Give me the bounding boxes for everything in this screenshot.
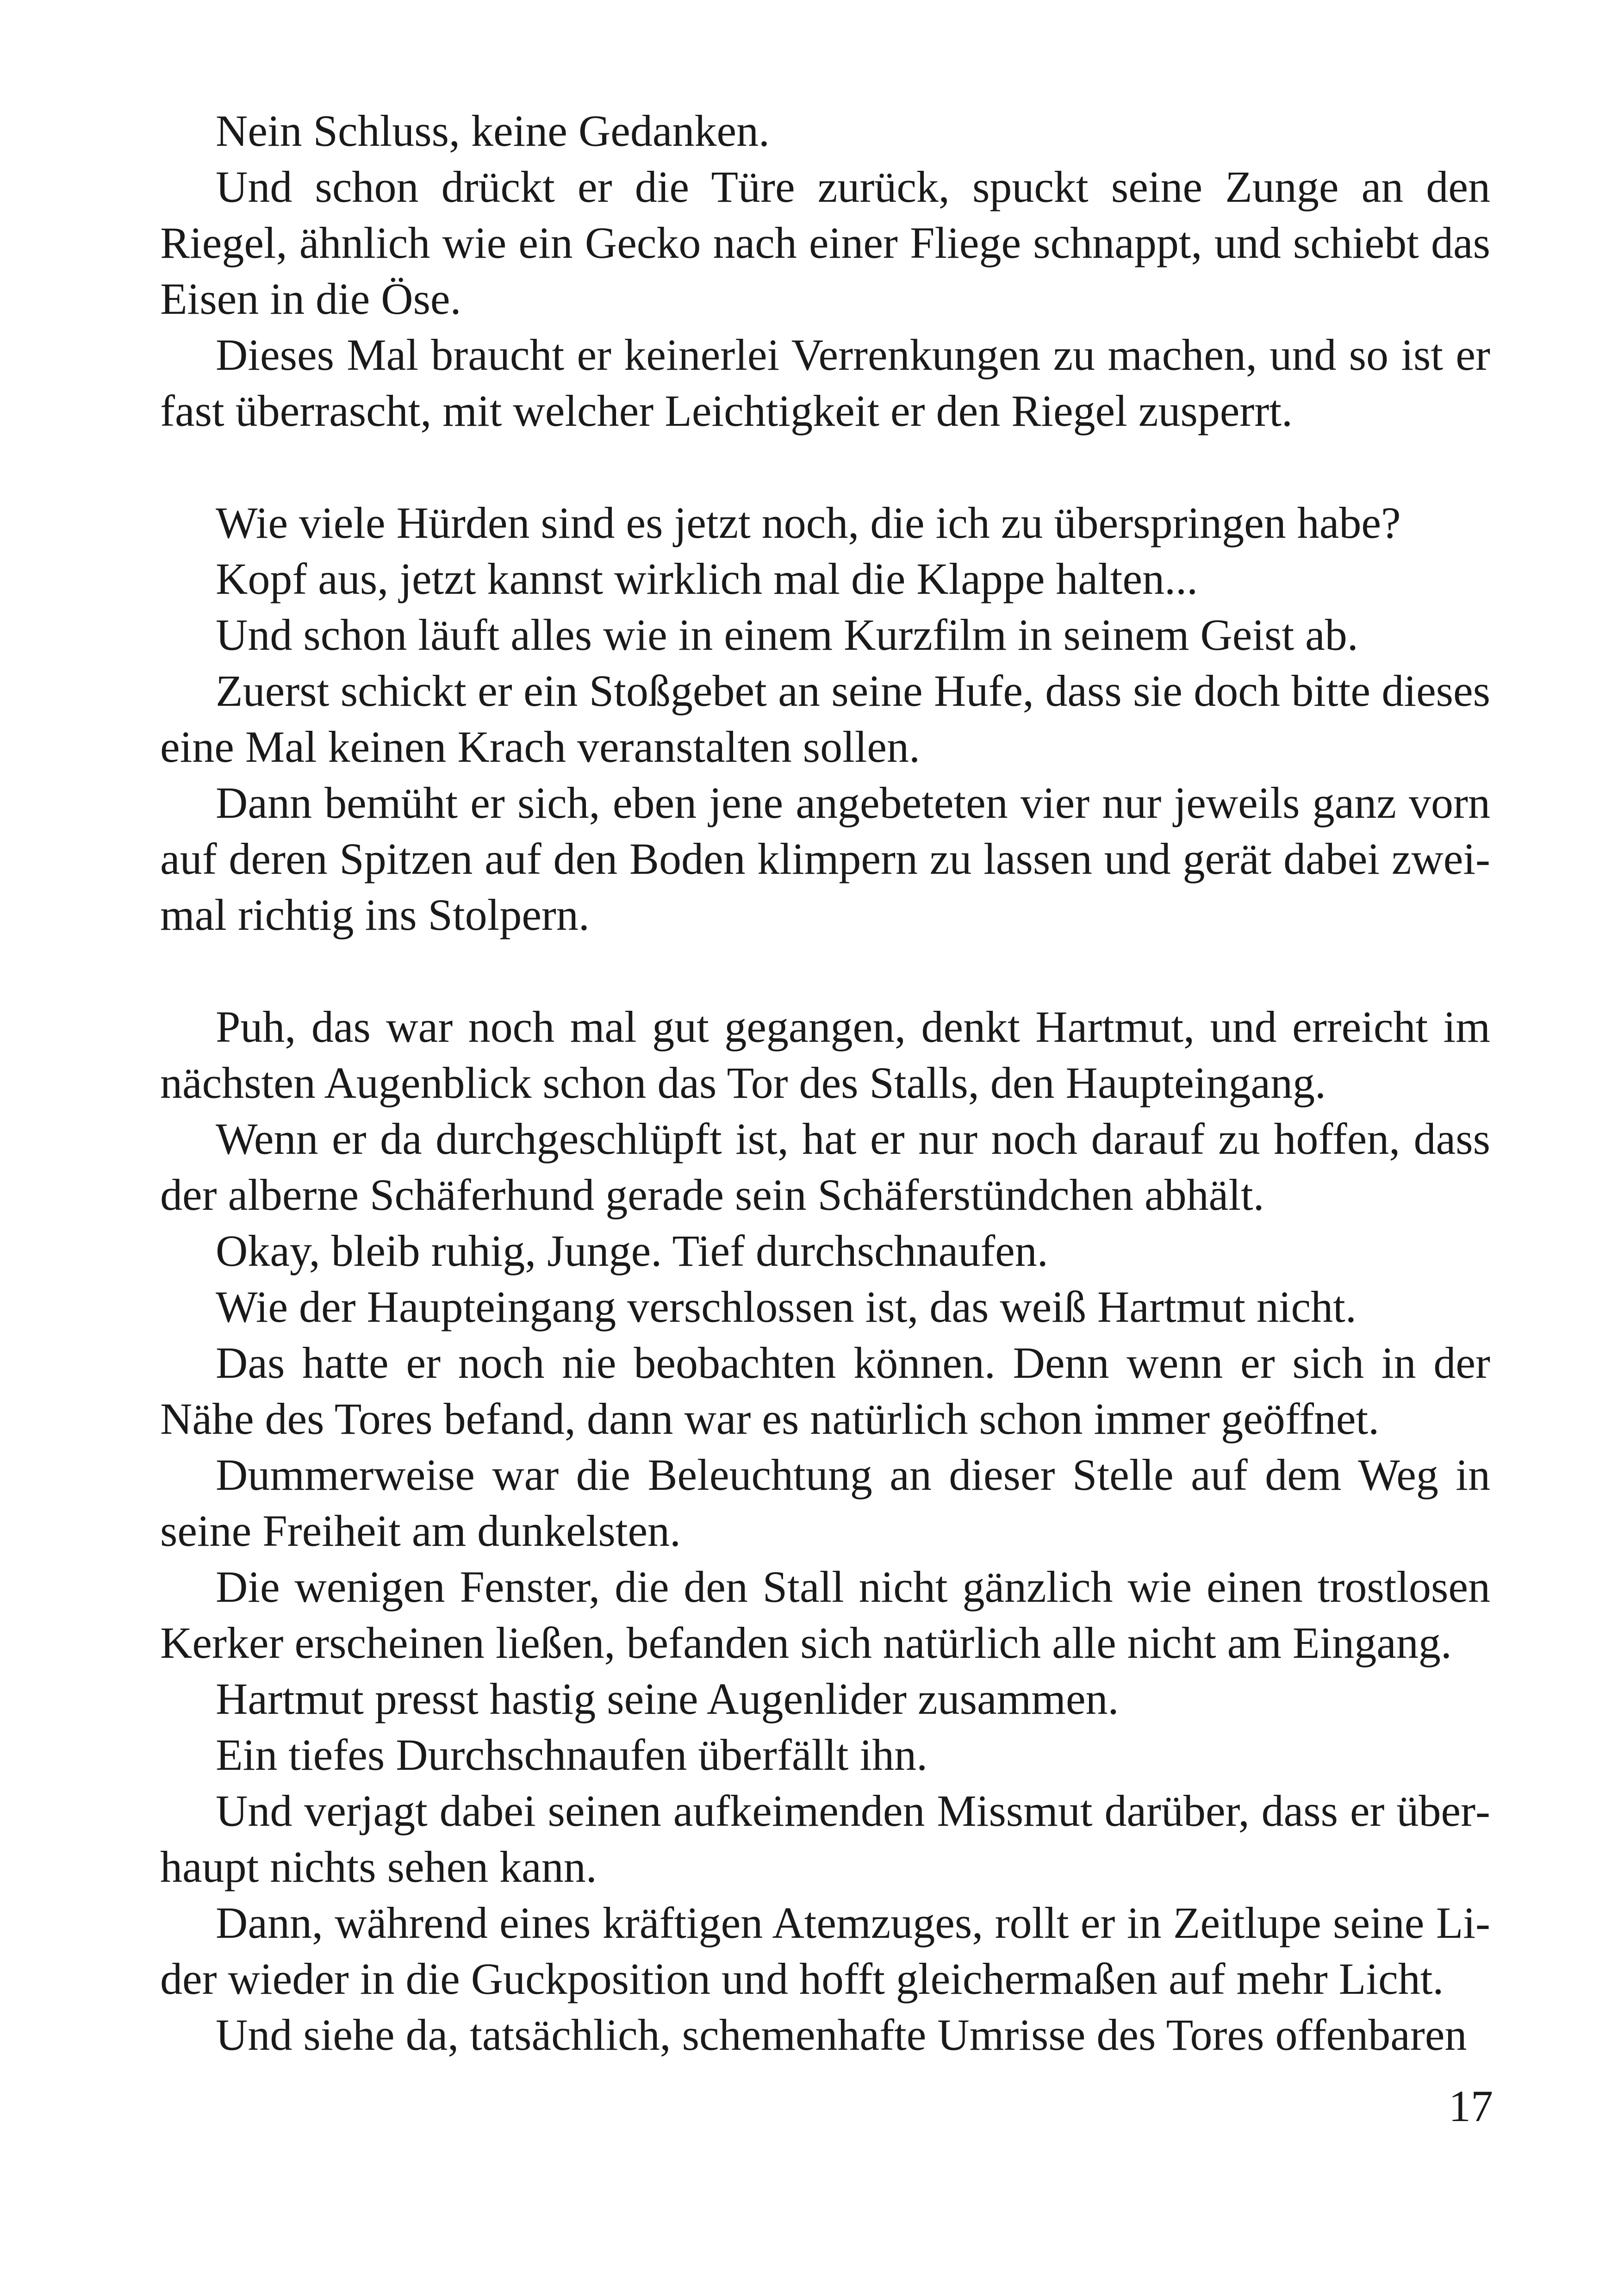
section-break [160, 439, 1490, 495]
paragraph: Und verjagt dabei seinen aufkeimenden Missmut darüber, dass er überhaupt nichts sehen kann. [160, 1786, 1490, 1892]
paragraph: Hartmut presst hastig seine Augenlider zusammen. [216, 1674, 1119, 1724]
page-number: 17 [1449, 2081, 1493, 2131]
paragraph: Dummerweise war die Beleuchtung an dieser Stelle auf dem Weg in seine Freiheit am dunkelsten. [160, 1450, 1490, 1556]
paragraph: Zuerst schickt er ein Stoßgebet an seine Hufe, dass sie doch bitte dieses eine Mal keinen Krach veranstalten sollen. [160, 666, 1490, 772]
paragraph: Nein Schluss, keine Gedanken. [216, 106, 770, 156]
paragraph: Wie der Haupteingang verschlossen ist, das weiß Hartmut nicht. [216, 1282, 1357, 1332]
paragraph: Wie viele Hürden sind es jetzt noch, die ich zu überspringen habe? [216, 498, 1401, 548]
paragraph: Kopf aus, jetzt kannst wirklich mal die Klappe halten... [216, 554, 1198, 604]
paragraph: Dann, während eines kräftigen Atemzuges, rollt er in Zeitlupe seine Lider wieder in die Guckposition und hofft gleichermaßen auf mehr Licht. [160, 1898, 1490, 2004]
body-text [160, 103, 1490, 2063]
paragraph: Und siehe da, tatsächlich, schemenhafte Umrisse des Tores offenbaren [216, 2010, 1467, 2060]
paragraph: Und schon läuft alles wie in einem Kurzfilm in seinem Geist ab. [216, 610, 1358, 660]
paragraph: Dieses Mal braucht er keinerlei Verrenkungen zu machen, und so ist er fast überrascht, mit welcher Leichtigkeit er den Riegel zusperrt. [160, 330, 1490, 436]
paragraph: Okay, bleib ruhig, Junge. Tief durchschnaufen. [216, 1226, 1048, 1276]
section-break [160, 943, 1490, 999]
paragraph: Und schon drückt er die Türe zurück, spuckt seine Zunge an den Riegel, ähnlich wie ein Gecko nach einer Fliege schnappt, und schiebt das Eisen in die Öse. [160, 162, 1490, 324]
paragraph: Dann bemüht er sich, eben jene angebeteten vier nur jeweils ganz vorn auf deren Spitzen auf den Boden klimpern zu lassen und gerät dabei zweimal richtig ins Stolpern. [160, 778, 1490, 940]
paragraph: Die wenigen Fenster, die den Stall nicht gänzlich wie einen trostlosen Kerker erscheinen ließen, befanden sich natürlich alle nicht am Eingang. [160, 1562, 1490, 1668]
paragraph: Das hatte er noch nie beobachten können. Denn wenn er sich in der Nähe des Tores befand, dann war es natürlich schon immer geöffnet. [160, 1338, 1490, 1444]
paragraph: Wenn er da durchgeschlüpft ist, hat er nur noch darauf zu hoffen, dass der alberne Schäferhund gerade sein Schäferstündchen abhält. [160, 1114, 1490, 1220]
paragraph: Ein tiefes Durchschnaufen überfällt ihn. [216, 1730, 928, 1780]
paragraph: Puh, das war noch mal gut gegangen, denkt Hartmut, und erreicht im nächsten Augenblick schon das Tor des Stalls, den Haupteingang. [160, 1002, 1490, 1108]
